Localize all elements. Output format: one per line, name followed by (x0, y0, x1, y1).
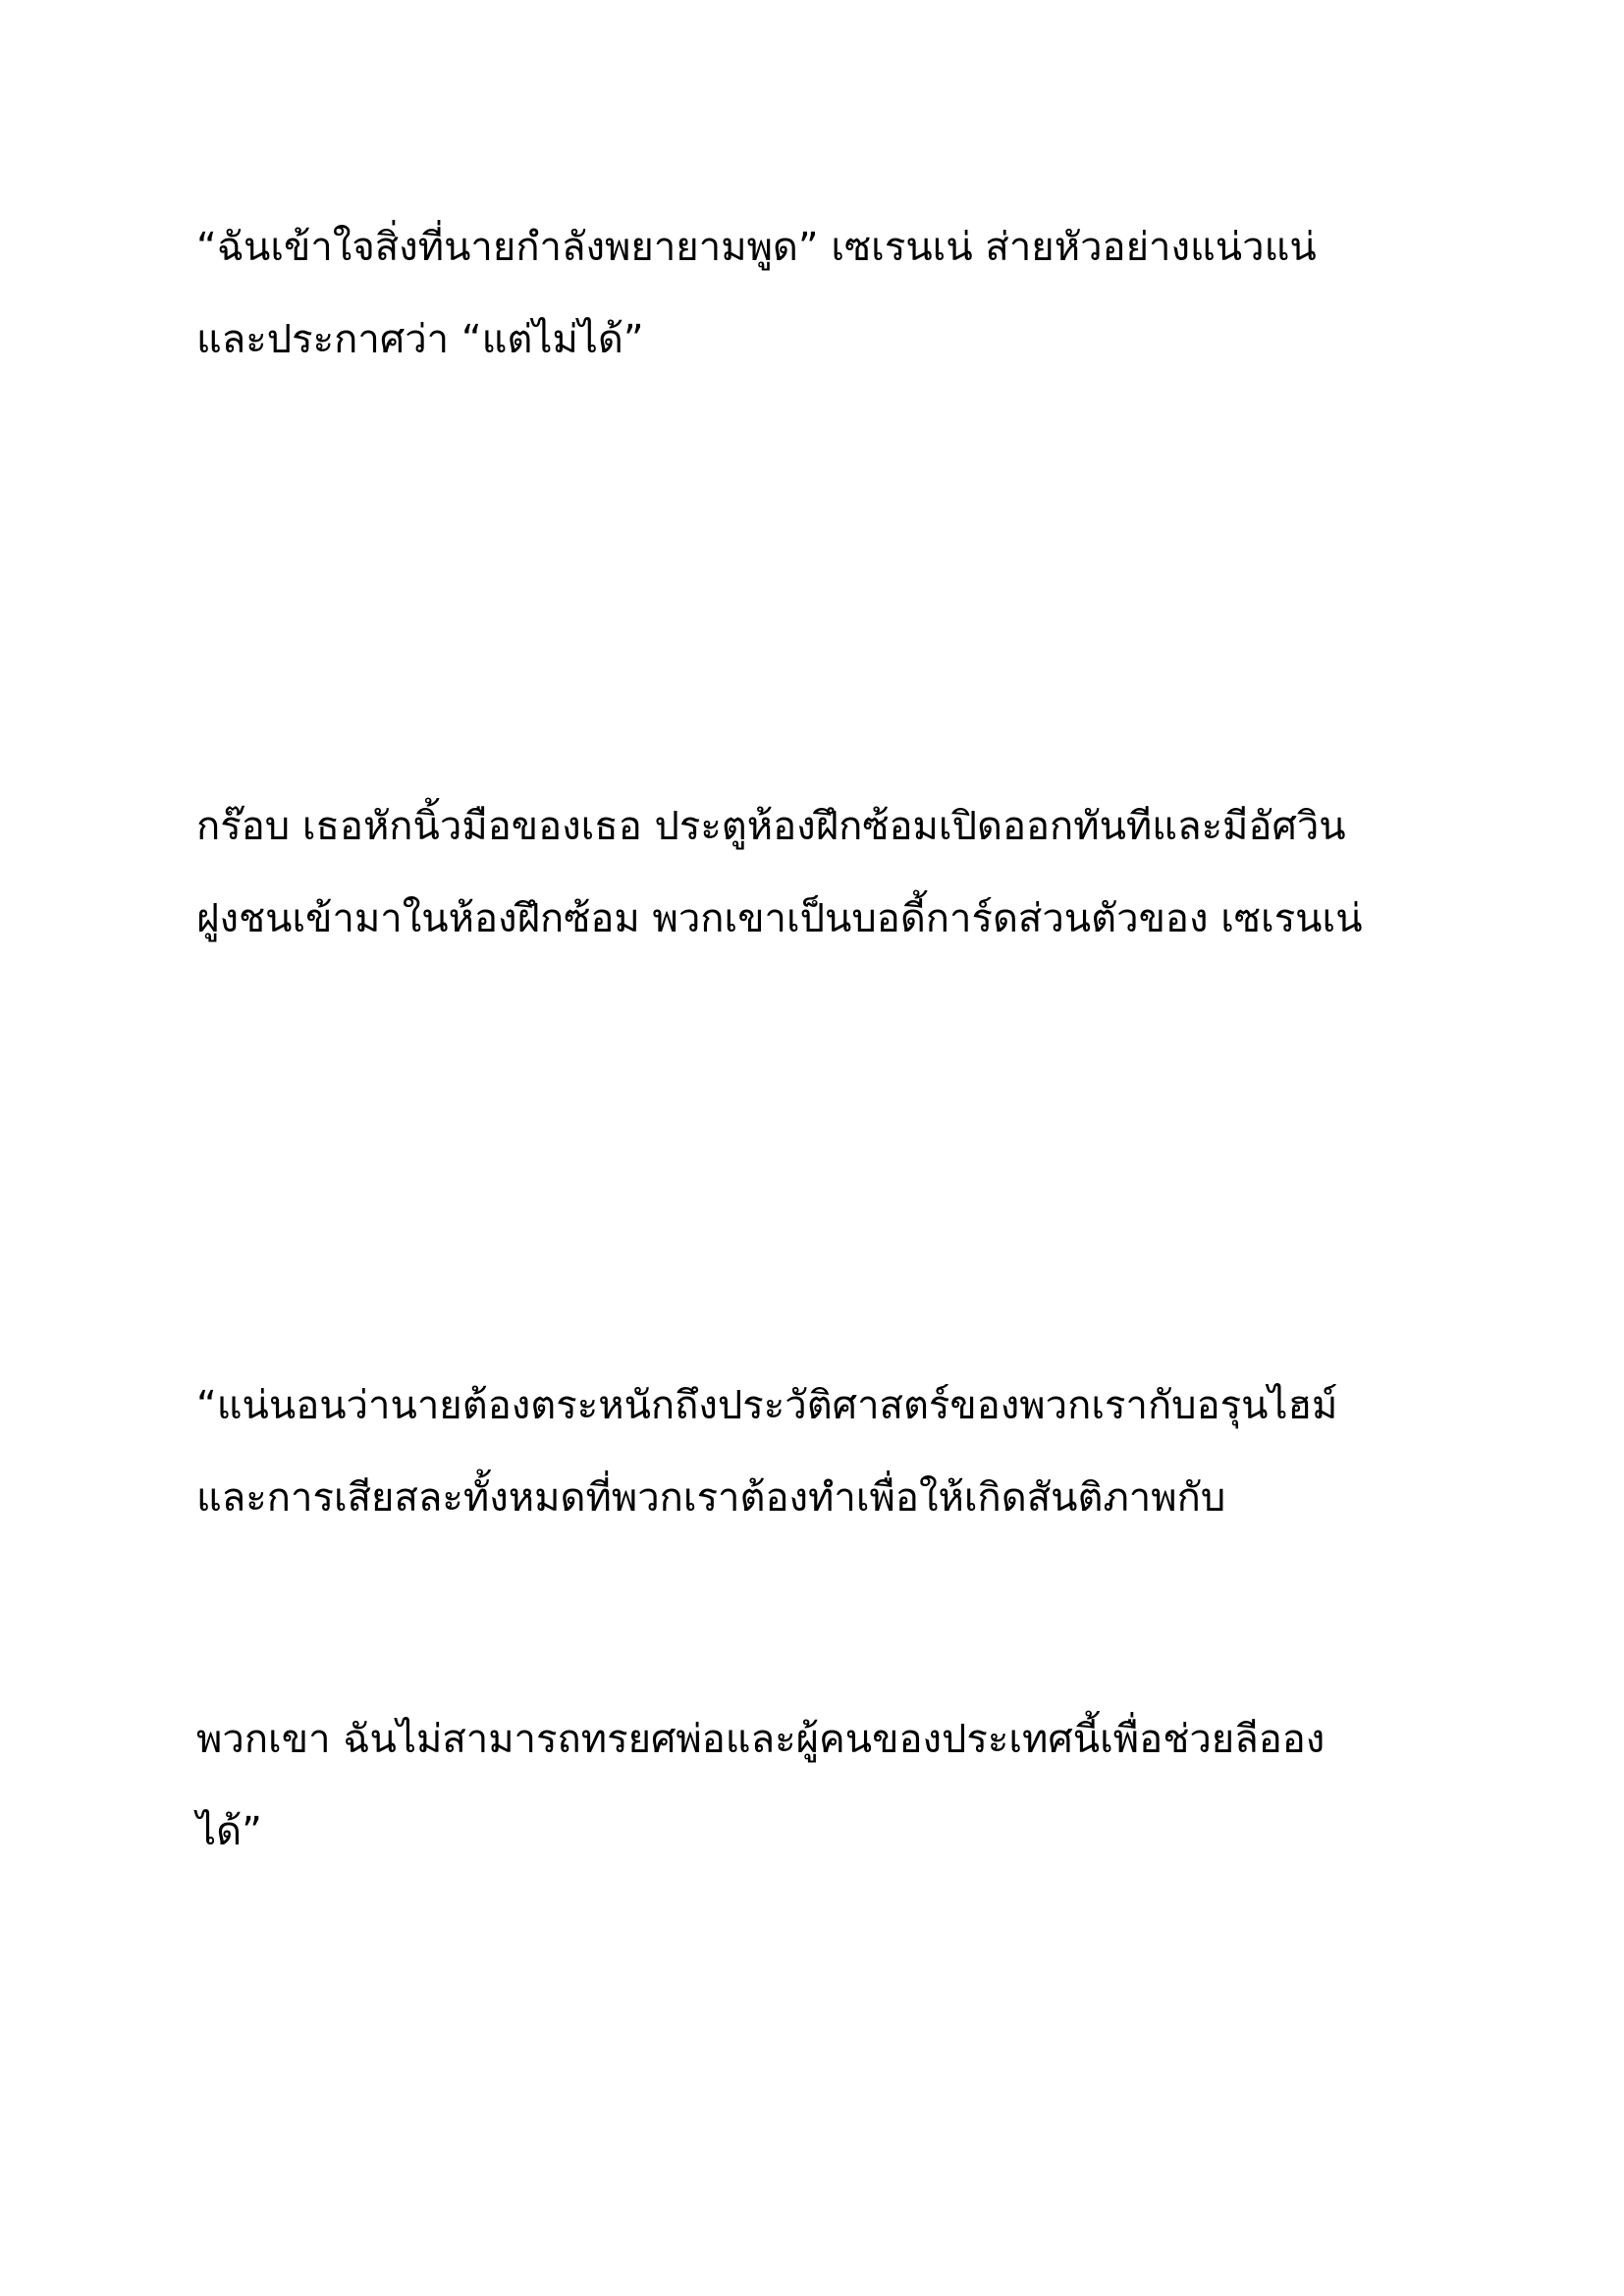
paragraph-line: “แน่นอนว่านายต้องตระหนักถึงประวัติศาสตร์ของพวกเรากับอรุนไฮม์ (196, 1383, 1338, 1428)
paragraph-line: กร๊อบ เธอหักนิ้วมือของเธอ ประตูห้องฝึกซ้อมเปิดออกทันทีและมีอัศวิน (196, 804, 1346, 849)
paragraph-4 (196, 1693, 1473, 1878)
paragraph-line: ได้” (196, 1809, 262, 1854)
paragraph-3 (196, 1360, 1473, 1544)
paragraph-line: ฝูงชนเข้ามาในห้องฝึกซ้อม พวกเขาเป็นบอดี้การ์ดส่วนตัวของ เซเรนเน่ (196, 896, 1363, 941)
paragraph-2 (196, 780, 1473, 965)
paragraph-line: พวกเขา ฉันไม่สามารถทรยศพ่อและผู้คนของประเทศนี้เพื่อช่วยลีออง (196, 1717, 1326, 1762)
paragraph-1 (196, 201, 1473, 386)
paragraph-line: และการเสียสละทั้งหมดที่พวกเราต้องทำเพื่อให้เกิดสันติภาพกับ (196, 1475, 1226, 1521)
paragraph-line: “ฉันเข้าใจสิ่งที่นายกำลังพยายามพูด” เซเรนเน่ ส่ายหัวอย่างแน่วแน่ (196, 225, 1317, 270)
paragraph-line: และประกาศว่า “แต่ไม่ได้” (196, 317, 644, 362)
